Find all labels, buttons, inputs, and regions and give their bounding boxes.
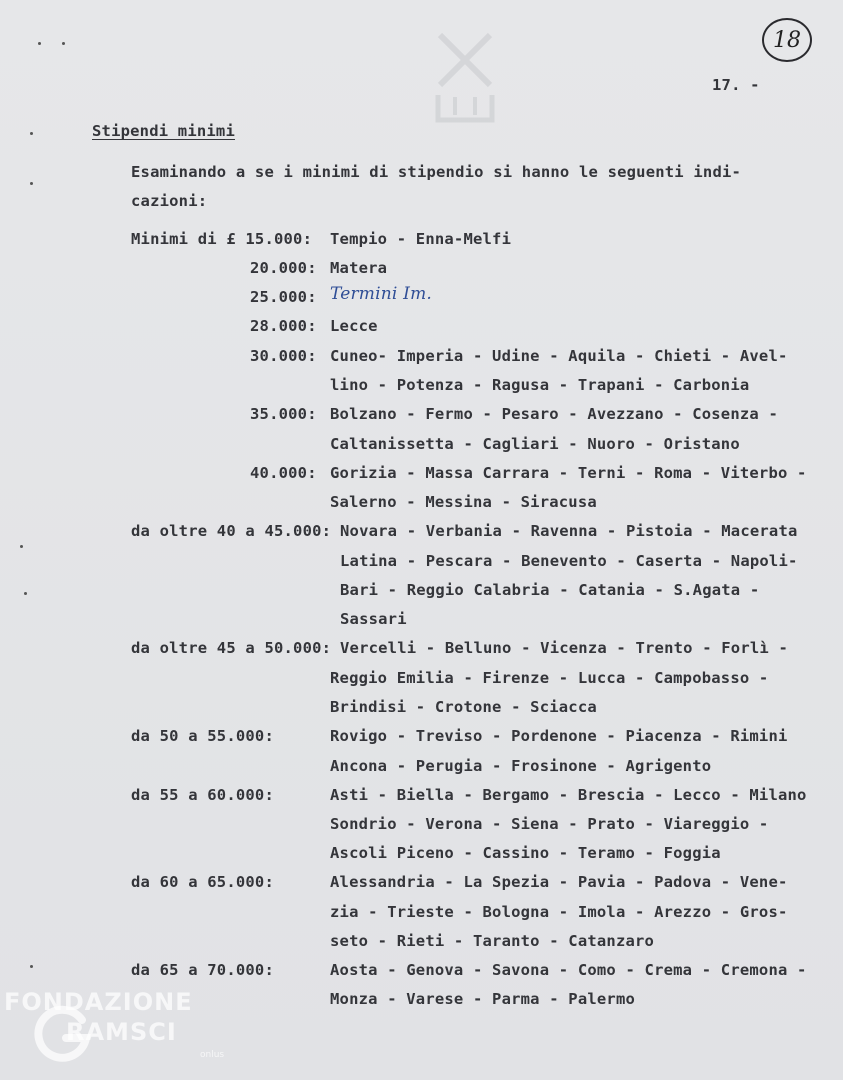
entry-label: da oltre 40 a 45.000: xyxy=(131,522,332,540)
entry-line: Bolzano - Fermo - Pesaro - Avezzano - Cosenza - xyxy=(330,405,778,423)
entry-label: 30.000: xyxy=(250,347,317,365)
entry-line: Novara - Verbania - Ravenna - Pistoia - Macerata xyxy=(340,522,798,540)
speck xyxy=(24,592,27,595)
typed-page-number: 17. - xyxy=(712,76,760,94)
entry-line: Reggio Emilia - Firenze - Lucca - Campobasso - xyxy=(330,669,769,687)
entry-line: Ascoli Piceno - Cassino - Teramo - Foggia xyxy=(330,844,721,862)
entry-line: Caltanissetta - Cagliari - Nuoro - Oristano xyxy=(330,435,740,453)
entry-label: Minimi di £ 15.000: xyxy=(131,230,313,248)
entry-label: da oltre 45 a 50.000: xyxy=(131,639,332,657)
speck xyxy=(30,132,33,135)
speck xyxy=(62,42,65,45)
entry-label: da 55 a 60.000: xyxy=(131,786,274,804)
fondazione-gramsci-watermark xyxy=(4,988,234,1078)
intro-line-1: Esaminando a se i minimi di stipendio si hanno le seguenti indi- xyxy=(131,163,742,181)
section-title: Stipendi minimi xyxy=(92,122,235,140)
entry-line: Ancona - Perugia - Frosinone - Agrigento xyxy=(330,757,712,775)
entry-line: Bari - Reggio Calabria - Catania - S.Agata - xyxy=(340,581,760,599)
entry-line: Sassari xyxy=(340,610,407,628)
watermark-onlus: onlus xyxy=(200,1050,225,1060)
entry-line: Cuneo- Imperia - Udine - Aquila - Chieti - Avel- xyxy=(330,347,788,365)
entry-line: Latina - Pescara - Benevento - Caserta - Napoli- xyxy=(340,552,798,570)
archive-stamp-icon xyxy=(430,25,500,125)
entry-line: Matera xyxy=(330,259,388,277)
entry-line: lino - Potenza - Ragusa - Trapani - Carbonia xyxy=(330,376,750,394)
entry-label: da 65 a 70.000: xyxy=(131,961,274,979)
entry-line: Tempio - Enna-Melfi xyxy=(330,230,512,248)
intro-line-2: cazioni: xyxy=(131,192,208,210)
entry-line: Aosta - Genova - Savona - Como - Crema - Cremona - xyxy=(330,961,807,979)
entry-line: Vercelli - Belluno - Vicenza - Trento - Forlì - xyxy=(340,639,788,657)
watermark-line-2: RAMSCI xyxy=(66,1018,177,1046)
speck xyxy=(30,965,33,968)
watermark-line-1: FONDAZIONE xyxy=(4,988,193,1016)
entry-line: zia - Trieste - Bologna - Imola - Arezzo - Gros- xyxy=(330,903,788,921)
entry-label: 40.000: xyxy=(250,464,317,482)
entry-line: Salerno - Messina - Siracusa xyxy=(330,493,597,511)
entry-label: 20.000: xyxy=(250,259,317,277)
entry-line: Rovigo - Treviso - Pordenone - Piacenza - Rimini xyxy=(330,727,788,745)
handwritten-entry-line: Termini Im. xyxy=(330,284,432,304)
entry-line: Lecce xyxy=(330,317,378,335)
speck xyxy=(38,42,41,45)
entry-line: Alessandria - La Spezia - Pavia - Padova - Vene- xyxy=(330,873,788,891)
entry-line: seto - Rieti - Taranto - Catanzaro xyxy=(330,932,655,950)
entry-line: Sondrio - Verona - Siena - Prato - Viareggio - xyxy=(330,815,769,833)
entry-label: da 50 a 55.000: xyxy=(131,727,274,745)
entry-label: da 60 a 65.000: xyxy=(131,873,274,891)
handwritten-page-number: 18 xyxy=(762,18,812,62)
entry-line: Monza - Varese - Parma - Palermo xyxy=(330,990,636,1008)
entry-line: Brindisi - Crotone - Sciacca xyxy=(330,698,597,716)
entry-label: 35.000: xyxy=(250,405,317,423)
entry-line: Gorizia - Massa Carrara - Terni - Roma - Viterbo - xyxy=(330,464,807,482)
entry-line: Asti - Biella - Bergamo - Brescia - Lecco - Milano xyxy=(330,786,807,804)
entry-label: 28.000: xyxy=(250,317,317,335)
speck xyxy=(20,545,23,548)
speck xyxy=(30,182,33,185)
entry-label: 25.000: xyxy=(250,288,317,306)
